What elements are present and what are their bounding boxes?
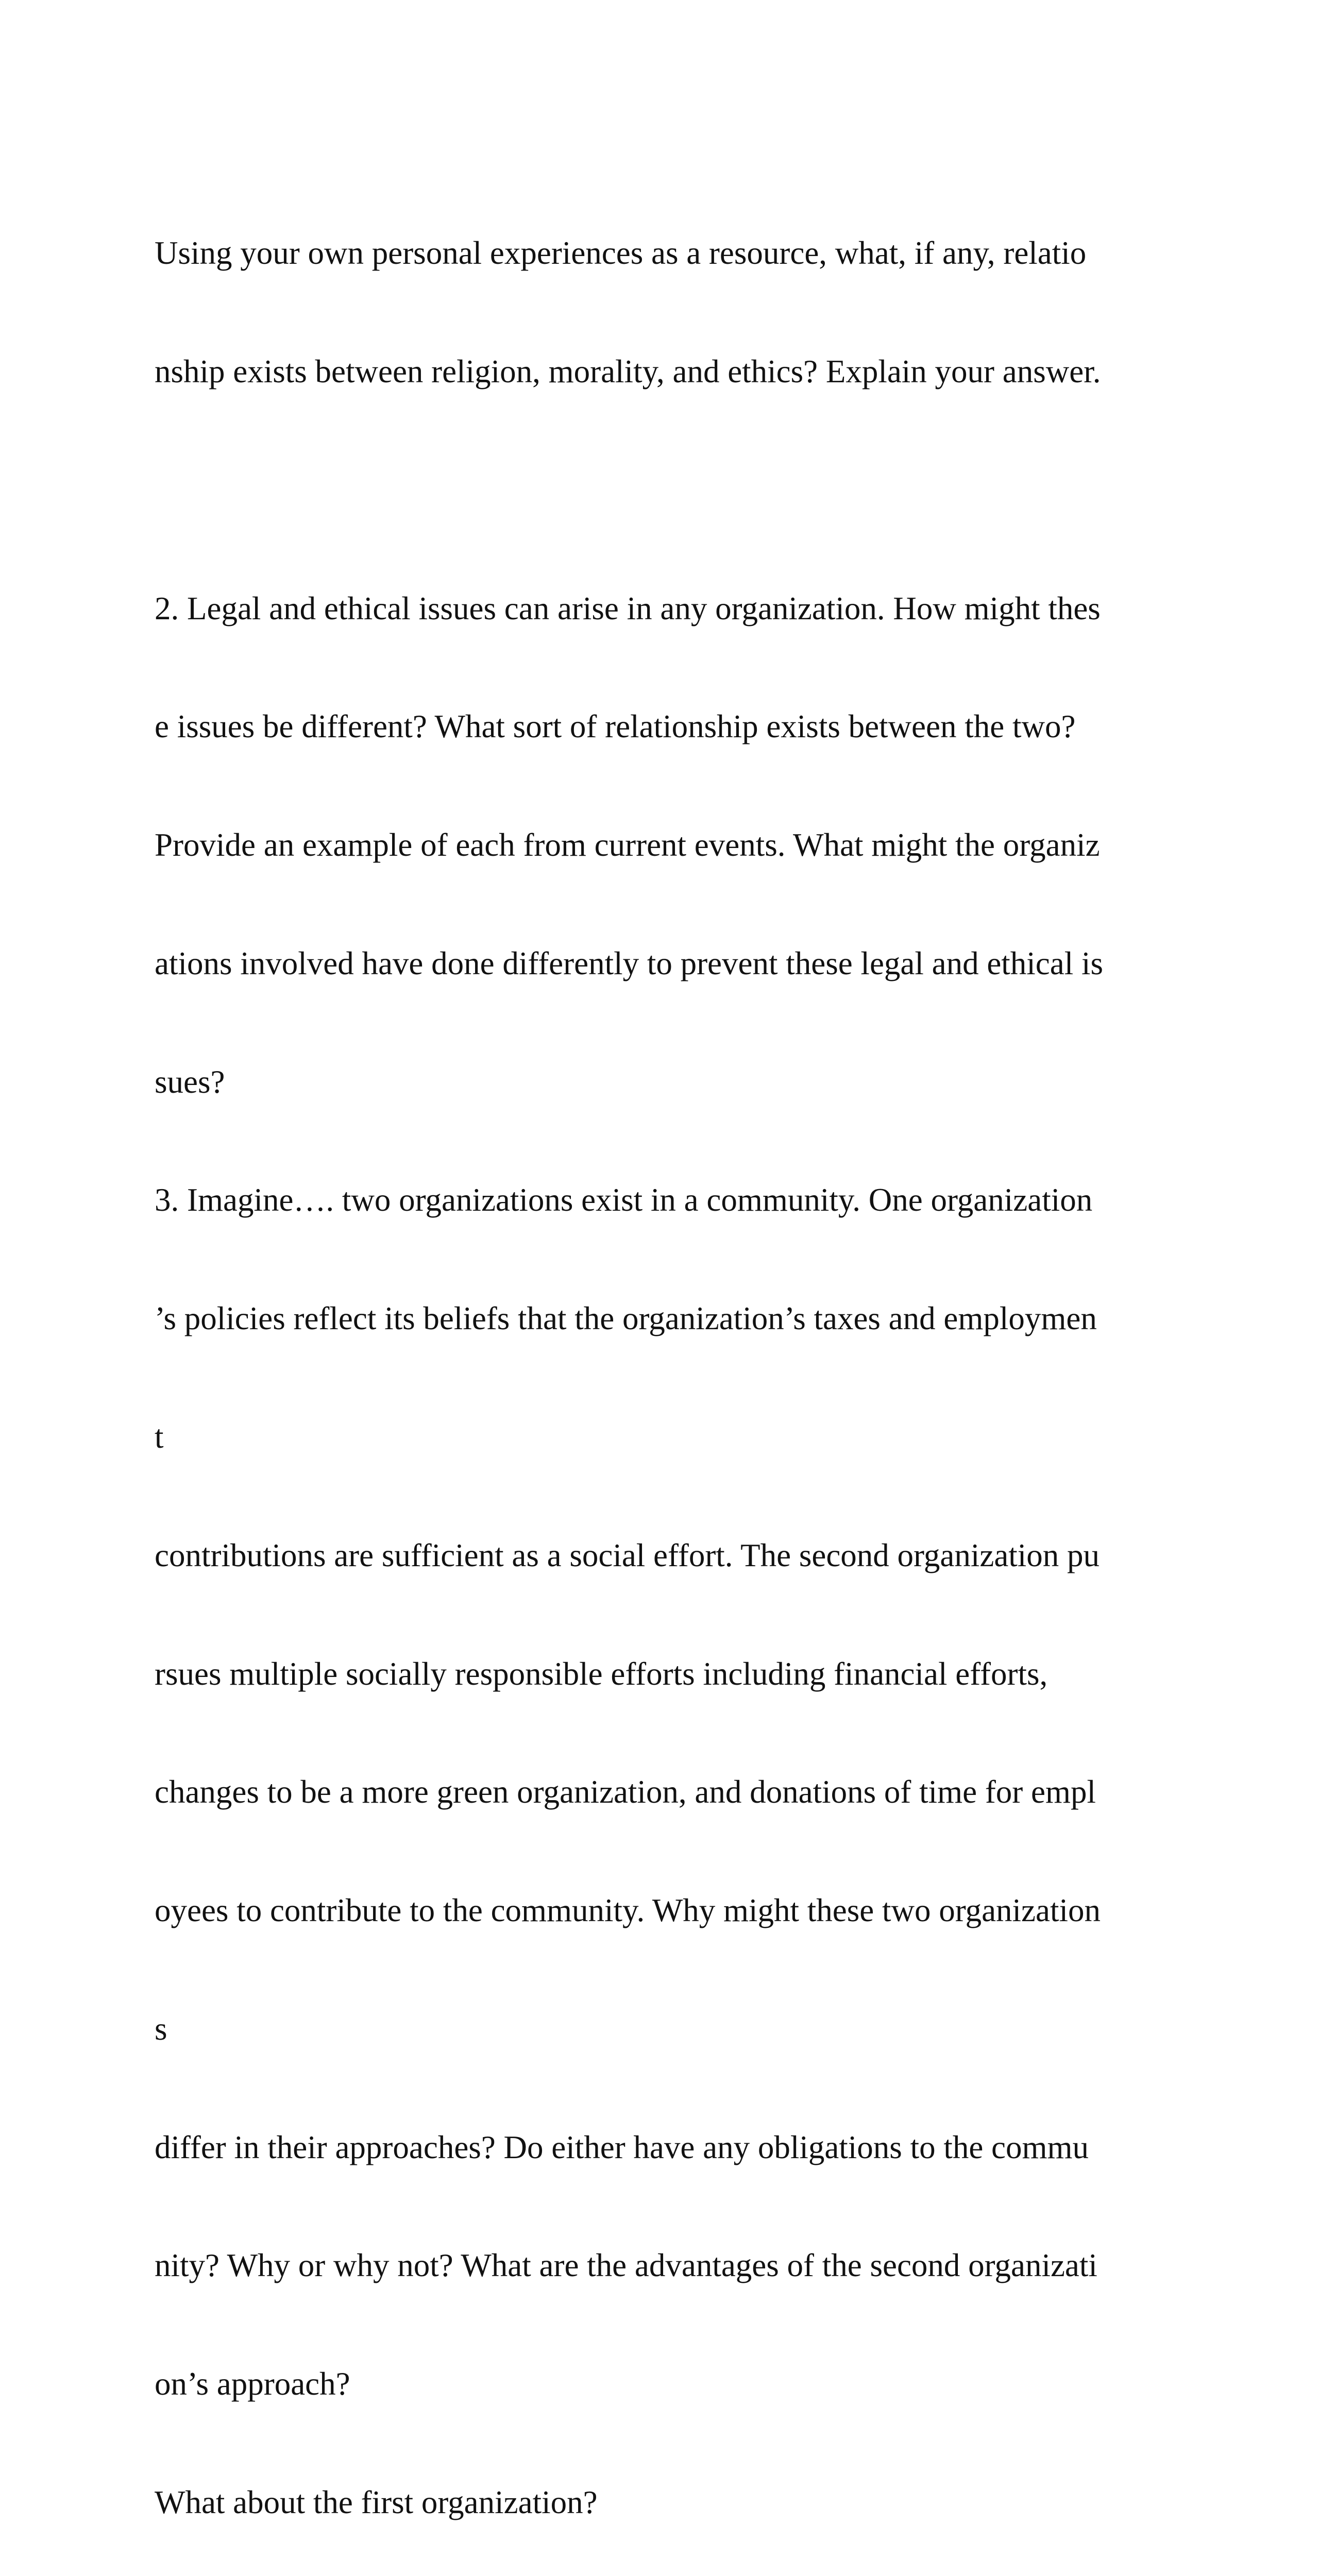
text-line: ations involved have done differently to prevent these legal and ethical is [155, 945, 1103, 981]
text-line: Using your own personal experiences as a resource, what, if any, relatio [155, 235, 1087, 272]
text-line: 2. Legal and ethical issues can arise in any organization. How might thes [155, 590, 1101, 626]
blank-line [155, 470, 1185, 510]
text-line: nity? Why or why not? What are the advantages of the second organizati [155, 2247, 1097, 2284]
text-line: 3. Imagine…. two organizations exist in a community. One organization [155, 1182, 1093, 1218]
text-line: t [155, 1419, 164, 1455]
text-line: changes to be a more green organization, and donations of time for empl [155, 1774, 1096, 1810]
text-line: What about the first organization? [155, 2484, 598, 2521]
text-line: ’s policies reflect its beliefs that the organization’s taxes and employmen [155, 1300, 1097, 1337]
text-line: nship exists between religion, morality, and ethics? Explain your answer. [155, 353, 1101, 389]
text-line: differ in their approaches? Do either have any obligations to the commu [155, 2129, 1089, 2165]
text-line: rsues multiple socially responsible efforts including financial efforts, [155, 1655, 1048, 1692]
text-line: Provide an example of each from current events. What might the organiz [155, 827, 1100, 863]
document-text [155, 155, 1185, 2576]
text-line: on’s approach? [155, 2366, 350, 2402]
text-line: e issues be different? What sort of relationship exists between the two? [155, 708, 1076, 745]
text-line: s [155, 2010, 167, 2047]
text-line: contributions are sufficient as a social effort. The second organization pu [155, 1537, 1100, 1573]
text-line: oyees to contribute to the community. Why might these two organization [155, 1892, 1101, 1929]
text-line: sues? [155, 1063, 225, 1100]
